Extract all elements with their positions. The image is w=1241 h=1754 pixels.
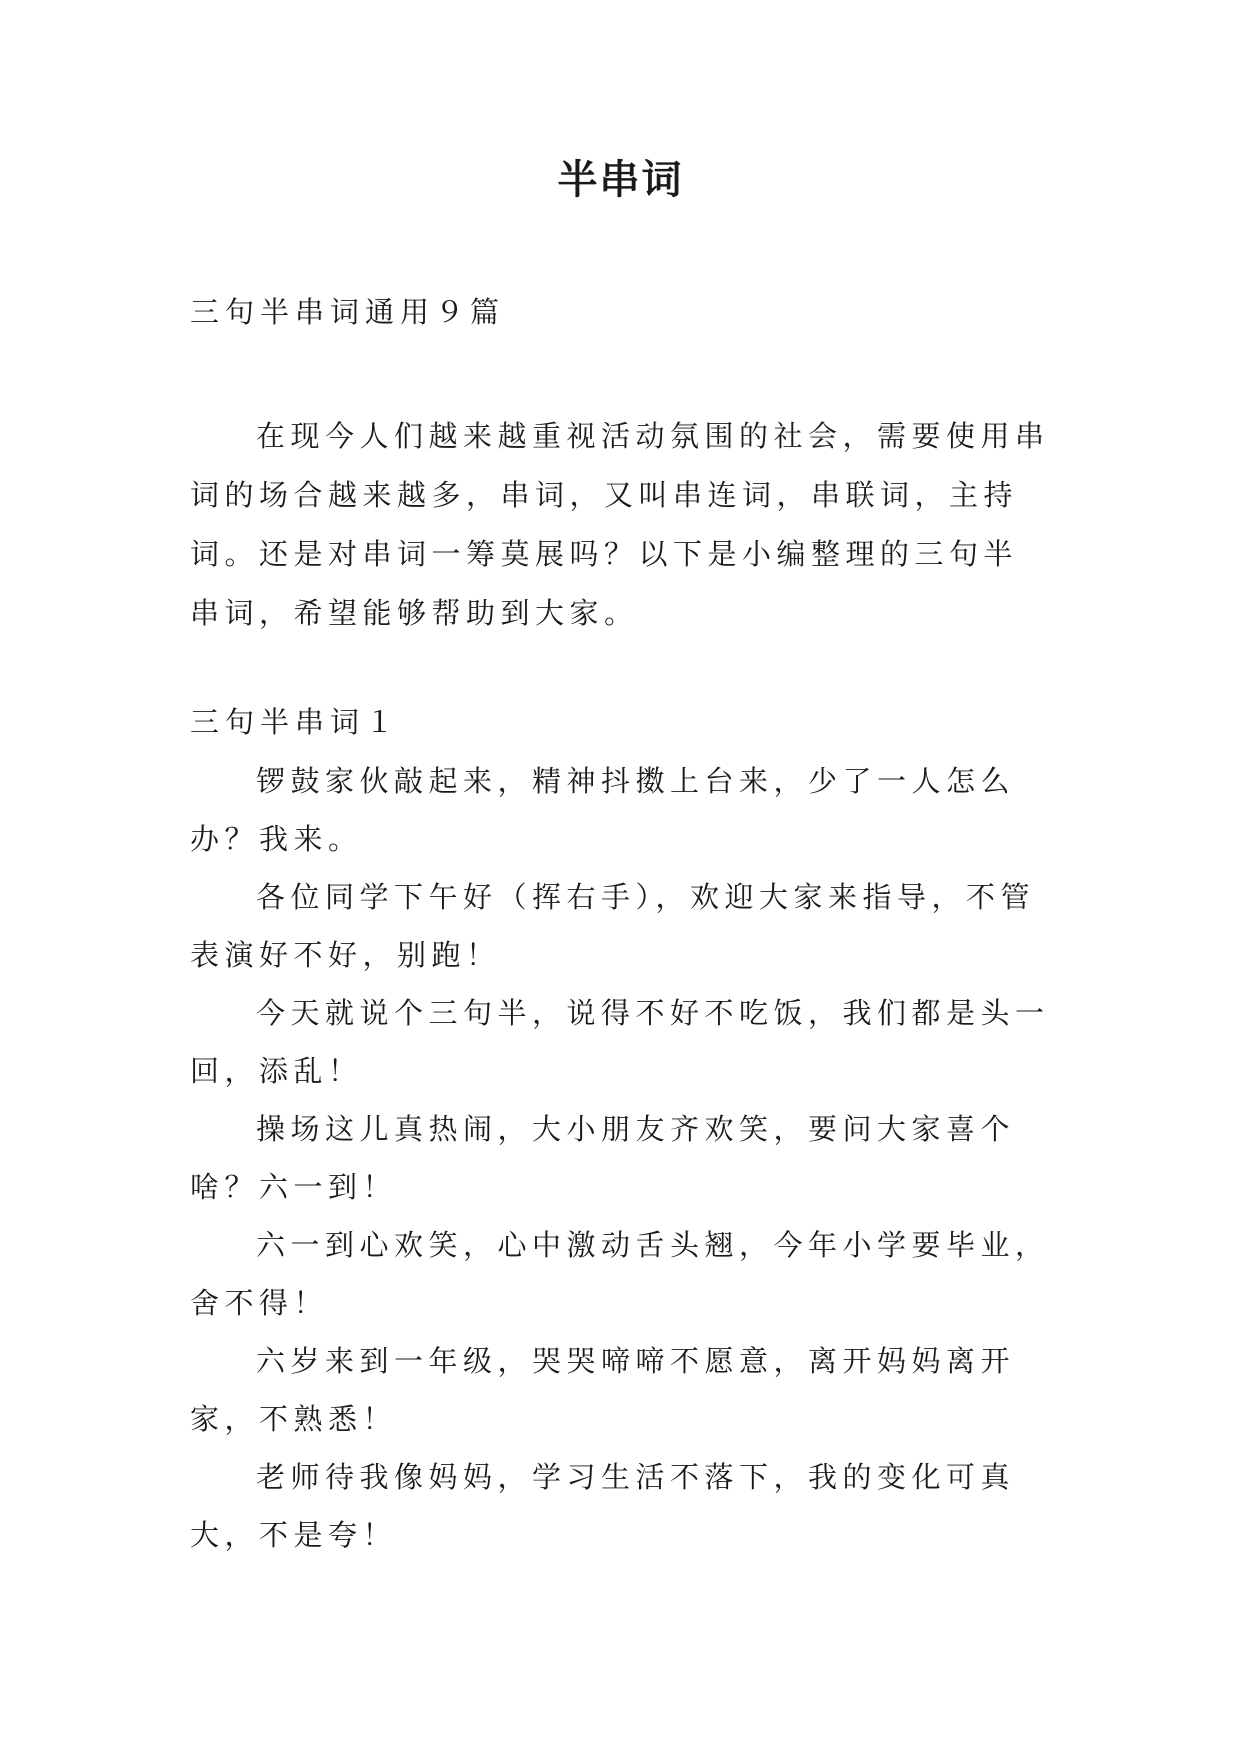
verse-paragraph: 锣鼓家伙敲起来，精神抖擞上台来，少了一人怎么办？我来。 [190,764,1016,856]
verse-paragraph: 今天就说个三句半，说得不好不吃饭，我们都是头一回，添乱！ [190,996,1050,1088]
intro-paragraph: 在现今人们越来越重视活动氛围的社会，需要使用串词的场合越来越多，串词，又叫串连词，串联词，主持词。还是对串词一筹莫展吗？以下是小编整理的三句半串词，希望能够帮助到大家。 [190,419,1050,630]
document-subtitle: 三句半串词通用９篇 [190,295,506,329]
verse-paragraph: 老师待我像妈妈，学习生活不落下，我的变化可真大，不是夸！ [190,1460,1016,1552]
document-title: 半串词 [557,157,684,203]
verse-paragraph: 六一到心欢笑，心中激动舌头翘，今年小学要毕业，舍不得！ [190,1228,1050,1320]
verse-paragraph: 操场这儿真热闹，大小朋友齐欢笑，要问大家喜个啥？六一到！ [190,1112,1016,1204]
section-heading: 三句半串词１ [190,705,401,739]
verse-paragraph: 六岁来到一年级，哭哭啼啼不愿意，离开妈妈离开家，不熟悉！ [190,1344,1016,1436]
verse-paragraph: 各位同学下午好（挥右手），欢迎大家来指导，不管表演好不好，别跑！ [190,880,1036,972]
verse-list [190,752,1052,1564]
